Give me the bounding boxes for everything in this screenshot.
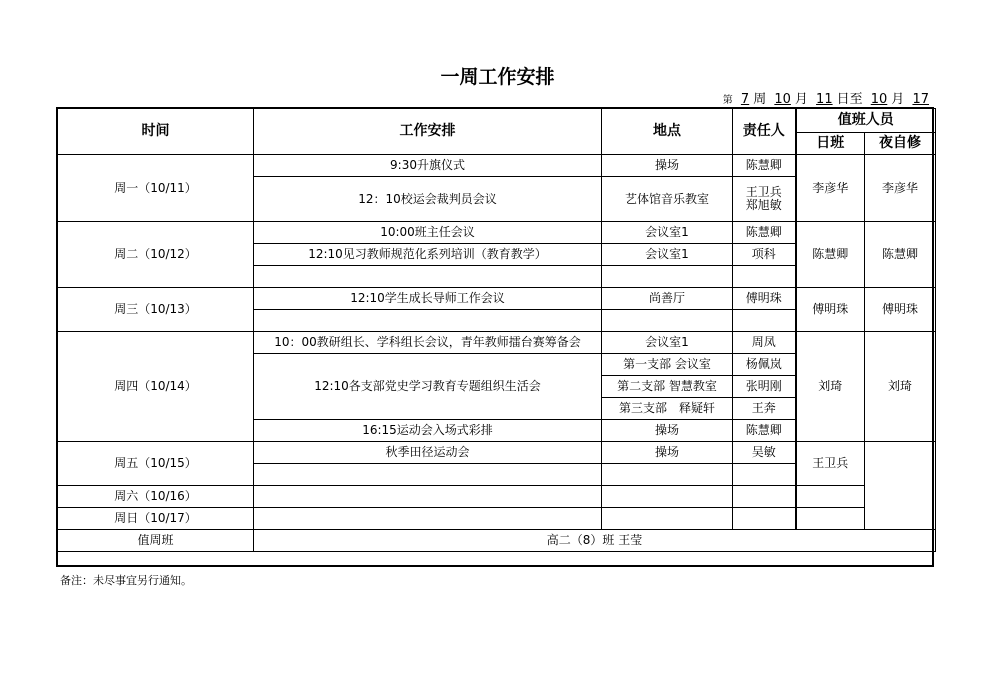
day-label-thu: 周四（10/14）	[58, 332, 254, 442]
table-row	[58, 530, 936, 552]
owner-cell	[733, 266, 796, 288]
work-cell: 10:00班主任会议	[254, 222, 602, 244]
day-duty-tue: 陈慧卿	[796, 222, 865, 288]
owner-cell: 陈慧卿	[733, 420, 796, 442]
place-cell: 尚善厅	[602, 288, 733, 310]
owner-cell: 杨佩岚	[733, 354, 796, 376]
work-cell: 12：10校运会裁判员会议	[254, 177, 602, 222]
owner-cell: 周凤	[733, 332, 796, 354]
owner-cell	[733, 177, 796, 222]
owner-name: 郑旭敏	[745, 198, 782, 212]
day-duty-thu: 刘琦	[796, 332, 865, 442]
owner-name: 王卫兵	[745, 185, 782, 199]
header-night-study: 夜自修	[865, 133, 936, 155]
table-row	[58, 288, 936, 310]
work-cell: 12:10见习教师规范化系列培训（教育教学）	[254, 244, 602, 266]
place-cell	[602, 508, 733, 530]
duty-week-value: 高二（8）班 王莹	[254, 530, 936, 552]
owner-cell: 王奔	[733, 398, 796, 420]
end-day: 17	[912, 92, 929, 107]
day-label-sat: 周六（10/16）	[58, 486, 254, 508]
night-duty-thu: 刘琦	[865, 332, 936, 442]
work-cell: 秋季田径运动会	[254, 442, 602, 464]
place-cell: 艺体馆音乐教室	[602, 177, 733, 222]
table-row	[58, 222, 936, 244]
owner-cell	[733, 486, 796, 508]
place-cell	[602, 310, 733, 332]
day-label-mon: 周一（10/11）	[58, 155, 254, 222]
week-range: 第 7 周 10 月 11 日至 10 月 17	[723, 88, 933, 107]
owner-cell: 陈慧卿	[733, 155, 796, 177]
day-label-sun: 周日（10/17）	[58, 508, 254, 530]
day-label-tue: 周二（10/12）	[58, 222, 254, 288]
work-cell: 16:15运动会入场式彩排	[254, 420, 602, 442]
place-cell: 第一支部 会议室	[602, 354, 733, 376]
owner-cell	[733, 464, 796, 486]
work-cell	[254, 486, 602, 508]
footnote: 备注：未尽事宜另行通知。	[60, 574, 192, 587]
duty-week-label: 值周班	[58, 530, 254, 552]
work-cell: 12:10学生成长导师工作会议	[254, 288, 602, 310]
table-row	[58, 486, 936, 508]
owner-cell: 吴敏	[733, 442, 796, 464]
owner-cell: 张明刚	[733, 376, 796, 398]
header-duty: 值班人员	[796, 109, 936, 133]
place-cell: 会议室1	[602, 222, 733, 244]
place-cell: 操场	[602, 155, 733, 177]
owner-cell: 傅明珠	[733, 288, 796, 310]
work-cell	[254, 310, 602, 332]
header-owner: 责任人	[733, 109, 796, 155]
start-day: 11	[816, 92, 833, 107]
place-cell: 会议室1	[602, 332, 733, 354]
day-duty-sat	[796, 486, 865, 508]
place-cell	[602, 464, 733, 486]
place-cell: 操场	[602, 420, 733, 442]
week-number: 7	[740, 92, 750, 107]
day-duty-fri: 王卫兵	[796, 442, 865, 486]
day-duty-sun	[796, 508, 865, 530]
work-cell	[254, 464, 602, 486]
work-cell	[254, 266, 602, 288]
place-cell	[602, 266, 733, 288]
owner-cell	[733, 508, 796, 530]
day-label-wed: 周三（10/13）	[58, 288, 254, 332]
place-cell: 操场	[602, 442, 733, 464]
night-duty-mon: 李彦华	[865, 155, 936, 222]
table-row	[58, 155, 936, 177]
owner-cell: 陈慧卿	[733, 222, 796, 244]
day-label-fri: 周五（10/15）	[58, 442, 254, 486]
header-day-shift: 日班	[796, 133, 865, 155]
table-row	[58, 332, 936, 354]
schedule-table	[57, 108, 936, 552]
night-duty-tue: 陈慧卿	[865, 222, 936, 288]
header-row	[58, 109, 936, 133]
header-place: 地点	[602, 109, 733, 155]
night-duty-wed: 傅明珠	[865, 288, 936, 332]
owner-cell: 项科	[733, 244, 796, 266]
work-cell: 9:30升旗仪式	[254, 155, 602, 177]
page-title: 一周工作安排	[440, 66, 555, 88]
table-row	[58, 508, 936, 530]
place-cell	[602, 486, 733, 508]
day-duty-mon: 李彦华	[796, 155, 865, 222]
place-cell: 第三支部 释疑轩	[602, 398, 733, 420]
day-duty-wed: 傅明珠	[796, 288, 865, 332]
work-cell	[254, 508, 602, 530]
night-duty-fri	[865, 442, 936, 530]
header-work: 工作安排	[254, 109, 602, 155]
owner-cell	[733, 310, 796, 332]
end-month: 10	[870, 92, 888, 107]
work-cell: 10：00教研组长、学科组长会议，青年教师擂台赛筹备会	[254, 332, 602, 354]
place-cell: 会议室1	[602, 244, 733, 266]
work-cell: 12:10各支部党史学习教育专题组织生活会	[254, 354, 602, 420]
table-row	[58, 442, 936, 464]
header-time: 时间	[58, 109, 254, 155]
start-month: 10	[774, 92, 791, 107]
place-cell: 第二支部 智慧教室	[602, 376, 733, 398]
